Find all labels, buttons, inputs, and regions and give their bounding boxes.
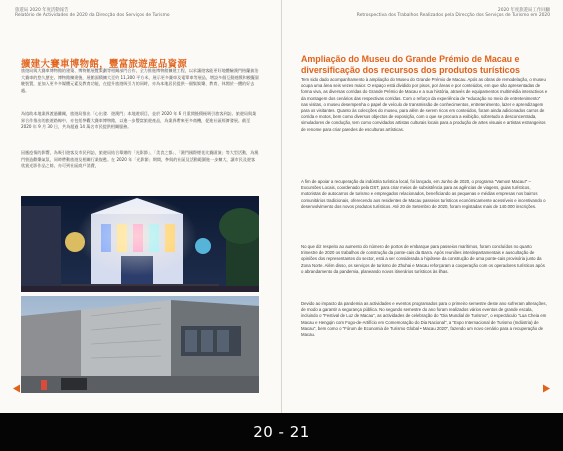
right-header-line2: Retrospectiva dos Trabalhos Realizados pela Direcção dos Serviços de Turismo em 2020 xyxy=(356,13,550,19)
light-festival-photo xyxy=(21,196,259,292)
page-indicator: 20 - 21 xyxy=(253,423,310,441)
right-page xyxy=(282,0,563,413)
right-page-header xyxy=(357,8,550,19)
left-header-line1: 旅遊局 2020 年度活動報告 xyxy=(15,8,69,13)
left-paragraph-2: 為協助本地業界渡過難關，旅遊局推出「心出發．遊澳門」本地遊項目，並於 2020 年 6 月重開後積極吸引旅客到訪。旅遊局與業界合作推出的旅遊路線中，亦包括參觀大賽車博物館，以進一步豐富旅遊產品，為業界帶來更多商機，促進社區經濟發展。截至 2020 年 9 月 30 日，共為超過 14 萬名市民提供相關服務。 xyxy=(21,111,257,129)
right-paragraph-2: A fim de apoiar a recuperação da indústria turística local, foi lançado, em Junho de 2020, o programa "Vamos! Macau!" – Excursões Locais, coordenado pela DST, para criar meios de subsistência para as agências de viagens, guias turísticos, motoristas de autocarros de turismo e empregados relacionados, beneficiando as pequenas e médias empresas nos bairros comunitários tradicionais, oferecendo aos residentes de Macau passeios turísticos económicamente acessíveis e incentivando o desenvolvimento dos novos produtos turísticos. Até 20 de Setembro de 2020, foram registadas mais de 140.000 inscrições. xyxy=(301,179,546,209)
left-paragraph-3: 因應疫情的影響，為吸引遊客及市民到訪，旅遊局結合舉辦的「光影節」、「美食之都」、「澳門國際煙花比賽匯演」等大型活動，為澳門營造歡樂氣氛，同時帶動旅遊及相關行業復甦。在 2020 年「光影節」期間，參與的社區及活動範圍進一步擴大，讓市民及遊客欣賞光影作品之餘，亦可到社區商戶消費， xyxy=(21,150,259,168)
arrow-left-icon[interactable] xyxy=(12,378,21,397)
left-page xyxy=(0,0,281,413)
right-paragraph-3: No que diz respeito ao aumento do número de portos de embarque para passeios marítimos, foram concluídos no quarto trimestre de 2020 os trabalhos de construção da ponte-cais da Barra. Após reuniões interdepartamentais e auscultação de opiniões dos representantes do sector, está a ser considerada a hipótese da construção de uma ponte-cais provisória junto da Zona Norte. Além disso, os serviços de turismo de Zhuhai e Macau reforçaram a cooperação com os operadores turísticos após o abrandamento da pandemia, planeando novos itinerários turísticos às ilhas. xyxy=(301,244,545,274)
museum-exterior-photo xyxy=(21,296,259,393)
arrow-right-icon[interactable] xyxy=(542,378,551,397)
right-paragraph-4: Devido ao impacto da pandemia as actividades e eventos programados para o primeiro semestre deste ano sofreram alterações, de modo a garantir a segurança pública. No segundo semestre do ano foram realizados vários eventos de grande escala, incluindo o "Festival de Luz de Macau", as actividades de celebração do "Dia Mundial de Turismo", o espectáculo "Lua Cheia em Macau e Hengqin com Fogo-de-Artifício em Comemoração do Dia Nacional", a "Expo Internacional de Turismo (Indústria) de Macau", bem como o "Fórum de Economia de Turismo Global • Macau 2020", fazendo um novo cenário para a recuperação de Macau. xyxy=(301,301,547,338)
right-page-title: Ampliação do Museu do Grande Prémio de Macau e diversificação dos recursos dos produtos turísticos xyxy=(301,54,520,75)
left-page-title: 擴建大賽車博物館，豐富旅遊產品資源 xyxy=(21,59,188,70)
left-page-header xyxy=(15,8,170,19)
left-paragraph-1: 旅遊局與大賽車博物館的建築、博物館展覽策劃等相關部門合作，全力推進博物館擴建工程，以求讓遊客能更好地體驗澳門格蘭披治大賽車的悠久歷史。博物館擴建後，展館面積擴大至約 11,300 平方米，展示更多賽車及電單車等展品，增設多個互動遊戲和模擬駕駛裝置，並加入更多多媒體元素及教育功能，在提升旅遊吸引力的同時，亦為本地居民提供一個集娛樂、教育、休閒於一體的好去處。 xyxy=(21,68,259,93)
viewer-footer-bar xyxy=(0,413,563,451)
right-paragraph-1: Tem sido dado acompanhamento à ampliação do Museu do Grande Prémio de Macau. Após as obras de remodelação, o museu ocupa uma área seis vezes maior. O espaço está dividido por pisos, por áreas e por conteúdos, em que são apresentadas de forma viva, as diversas corridas do Grande Prémio de Macau e a sua história, através de equipamentos multimédia interactivos e da montagem dos cenários das respectivas corridas. Com o reforço da experiência de "educação no meio de entretenimento" nas visitas, o museu desempenha o papel de veículo de transmissão de conhecimentos, entretenimento, lazer e aprendizagem para os visitantes. Quanto às colecções do museu, para além de serem ricos em conteúdos, foram ainda adicionados carros de corrida e motos, bem como diversos objectos de exposição, com o que se procura a exibição, sobretudo a desconcentrada, simuladores de condução, tem como convidados artistas culturais locais para a produção de artes visuais e artistas estrangeiros de renome para criar paredes de esculturas artísticas. xyxy=(301,77,548,132)
right-header-line1: 2020 年度旅遊局工作回顧 xyxy=(497,8,550,13)
left-header-line2: Relatório de Actividades de 2020 da Direcção dos Serviços de Turismo xyxy=(15,13,170,19)
